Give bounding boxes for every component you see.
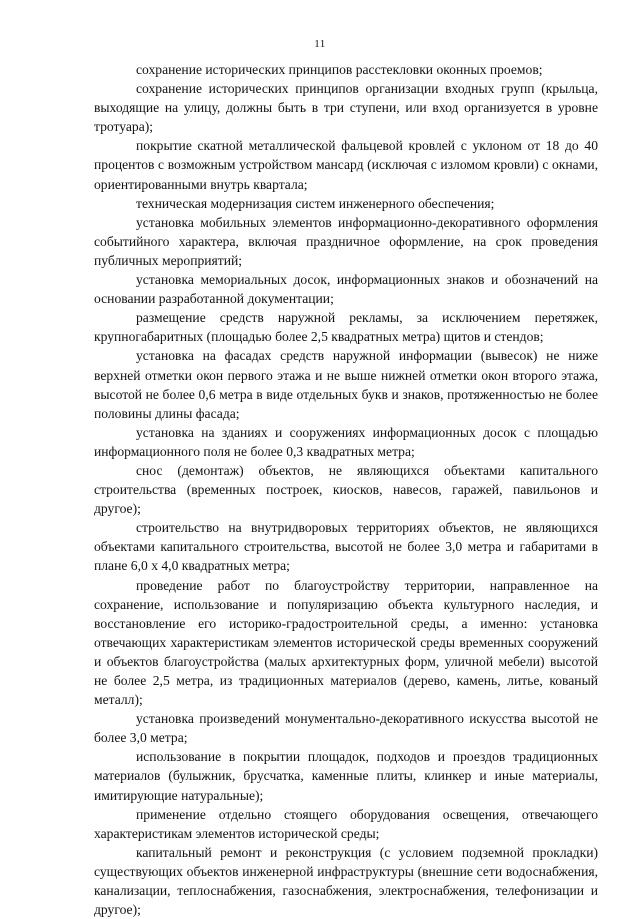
paragraph: техническая модернизация систем инженерного обеспечения; — [136, 195, 495, 211]
paragraph: строительство на внутридворовых территориях объектов, не являющихся объектами капитального строительства, высотой не более 3,0 метра и габаритами в плане 6,0 х 4,0 квадратных метра; — [94, 520, 598, 574]
paragraph: капитальный ремонт и реконструкция (с условием подземной прокладки) существующих объектов инженерной инфраструктуры (внешние сети водоснабжения, канализации, теплоснабжения, газоснабжения, электроснабжения, телефонизации и другое); — [94, 844, 598, 918]
paragraph: сохранение исторических принципов расстекловки оконных проемов; — [136, 62, 543, 77]
paragraph: снос (демонтаж) объектов, не являющихся объектами капитального строительства (временных построек, киосков, навесов, гаражей, павильонов и другое); — [94, 462, 598, 517]
paragraph: установка произведений монументально-декоративного искусства высотой не более 3,0 метра; — [94, 711, 598, 746]
paragraph: проведение работ по благоустройству территории, направленное на сохранение, использование и популяризацию объекта культурного наследия, и восстановление его историко-градостроительной среды, а именно: установка отвечающих характеристикам элементов исторической среды временных сооружений и объектов благоустройства (малых архитектурных форм, уличной мебели) высотой не более 2,5 метра, из традиционных материалов (дерево, камень, литье, кованый металл); — [94, 577, 598, 708]
paragraph: применение отдельно стоящего оборудования освещения, отвечающего характеристикам элементов исторической среды; — [94, 806, 598, 841]
page-number: 11 — [314, 38, 326, 50]
paragraph: установка на зданиях и сооружениях информационных досок с площадью информационного поля не более 0,3 квадратных метра; — [94, 424, 598, 459]
paragraph: размещение средств наружной рекламы, за исключением перетяжек, крупногабаритных (площадью более 2,5 квадратных метра) щитов и стендов; — [94, 310, 598, 345]
paragraph: использование в покрытии площадок, подходов и проездов традиционных материалов (булыжник, брусчатка, каменные плиты, клинкер и иные материалы, имитирующие натуральные); — [94, 749, 598, 803]
paragraph: установка на фасадах средств наружной информации (вывесок) не ниже верхней отметки окон первого этажа и не выше нижней отметки окон второго этажа, высотой не более 0,6 метра в виде отдельных букв и знаков, протяженностью не более половины длины фасада; — [94, 348, 598, 421]
paragraph: установка мобильных элементов информационно-декоративного оформления событийного характера, включая праздничное оформление, на срок проведения публичных мероприятий; — [94, 214, 598, 268]
paragraph: покрытие скатной металлической фальцевой кровлей с уклоном от 18 до 40 процентов с возможным устройством мансард (исключая с изломом кровли) с окнами, ориентированными внутрь квартала; — [94, 138, 598, 192]
paragraph: установка мемориальных досок, информационных знаков и обозначений на основании разработанной документации; — [94, 272, 598, 307]
paragraph: сохранение исторических принципов организации входных групп (крыльца, выходящие на улицу, должны быть в три ступени, или вход организуется в уровне тротуара); — [94, 81, 598, 135]
document-body — [94, 60, 598, 919]
